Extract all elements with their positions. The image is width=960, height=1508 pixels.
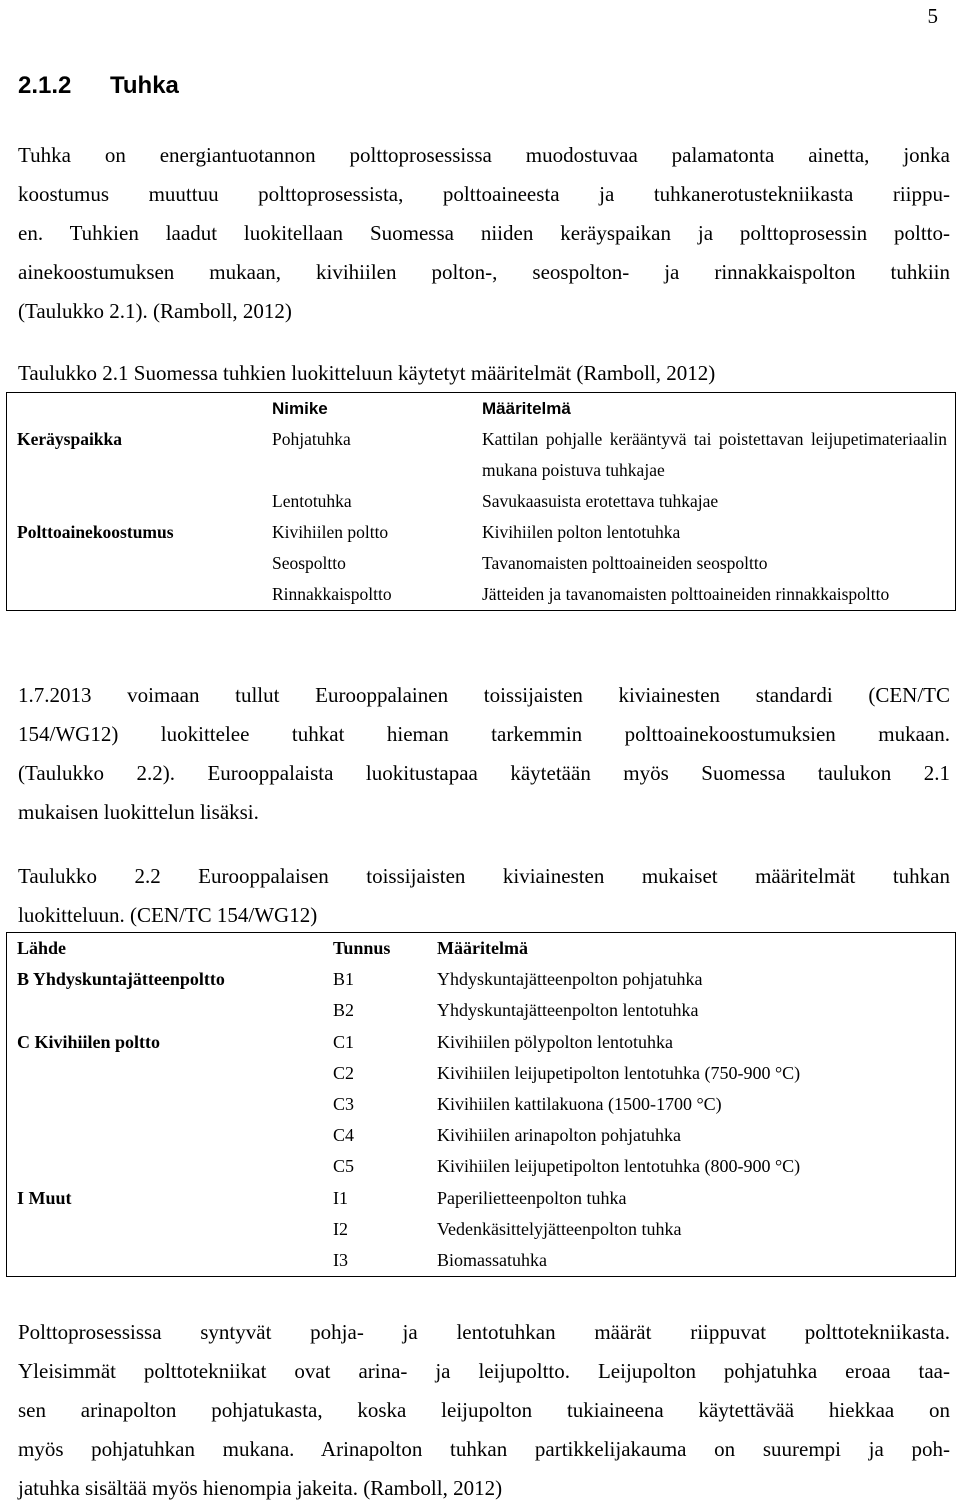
- text-line: jatuhka sisältää myös hienompia jakeita. (Ramboll, 2012): [18, 1476, 503, 1500]
- code-cell: I3: [333, 1250, 348, 1271]
- table-row: [7, 486, 956, 517]
- source-cell: I Muut: [17, 1187, 72, 1208]
- code-cell: C3: [333, 1094, 355, 1115]
- section-title: Tuhka: [110, 72, 179, 99]
- text-line: Taulukko 2.2 Eurooppalaisen toissijaisten kiviainesten mukaiset määritelmät tuhkan: [18, 864, 950, 888]
- table2-caption: [18, 857, 950, 935]
- text-line: Yleisimmät polttotekniikat ovat arina- ja leijupoltto. Leijupolton pohjatuhka eroaa taa-: [18, 1359, 950, 1383]
- source-cell: [7, 1245, 328, 1277]
- column-header: Lähde: [17, 938, 67, 958]
- source-cell: [7, 1058, 328, 1089]
- name-cell: Kivihiilen poltto: [272, 522, 389, 542]
- ash-classification-table: [6, 392, 956, 611]
- definition-cell: Jätteiden ja tavanomaisten polttoaineiden rinnakkaispoltto: [482, 584, 890, 604]
- definition-cell: Vedenkäsittelyjätteenpolton tuhka: [437, 1218, 682, 1239]
- text-line: Tuhka on energiantuotannon polttoprosessissa muodostuvaa palamatonta ainetta, jonka: [18, 143, 950, 167]
- definition-cell: Kivihiilen pölypolton lentotuhka: [437, 1031, 673, 1052]
- definition-cell: Kivihiilen polton lentotuhka: [482, 522, 681, 542]
- code-cell: B1: [333, 969, 355, 990]
- column-header: Nimike: [272, 399, 328, 418]
- code-cell: C2: [333, 1062, 355, 1083]
- name-cell: Rinnakkaispoltto: [272, 584, 392, 604]
- source-cell: [7, 1120, 328, 1151]
- column-header: Määritelmä: [482, 399, 571, 418]
- text-line: koostumus muuttuu polttoprosessista, polttoaineesta ja tuhkanerotustekniikasta riippu-: [18, 182, 950, 206]
- text-line: (Taulukko 2.1). (Ramboll, 2012): [18, 299, 292, 323]
- table-row: [7, 548, 956, 579]
- table-row: [7, 1151, 956, 1182]
- text-line: 1.7.2013 voimaan tullut Eurooppalainen toissijaisten kiviainesten standardi (CEN/TC: [18, 683, 950, 707]
- text-line: ainekoostumuksen mukaan, kivihiilen polton-, seospolton- ja rinnakkaispolton tuhkiin: [18, 260, 950, 284]
- category-cell: [7, 579, 268, 611]
- text-line: luokitteluun. (CEN/TC 154/WG12): [18, 903, 318, 927]
- definition-cell: Kivihiilen leijupetipolton lentotuhka (800-900 °C): [437, 1156, 801, 1177]
- name-cell: Lentotuhka: [272, 491, 352, 511]
- table-row: [7, 1214, 956, 1245]
- code-cell: C1: [333, 1031, 355, 1052]
- table-row: [7, 517, 956, 548]
- definition-cell: Kivihiilen arinapolton pohjatuhka: [437, 1125, 681, 1146]
- table-row: [7, 1027, 956, 1058]
- table-row: [7, 964, 956, 995]
- paragraph-combustion: [18, 1313, 950, 1508]
- code-cell: C5: [333, 1156, 355, 1177]
- paragraph-intro: [18, 136, 950, 331]
- table-row: [7, 995, 956, 1026]
- text-line: mukaisen luokittelun lisäksi.: [18, 800, 259, 824]
- table-row: [7, 1058, 956, 1089]
- text-line: myös pohjatuhkan mukana. Arinapolton tuhkan partikkelijakauma on suurempi ja poh-: [18, 1437, 950, 1461]
- table-row: [7, 579, 956, 611]
- text-line: 154/WG12) luokittelee tuhkat hieman tarkemmin polttoainekoostumuksien mukaan.: [18, 722, 950, 746]
- section-heading: [18, 72, 179, 100]
- text-line: sen arinapolton pohjatukasta, koska leijupolton tukiaineena käytettävää hiekkaa on: [18, 1398, 950, 1422]
- source-cell: [7, 1151, 328, 1182]
- column-header: Tunnus: [333, 938, 391, 958]
- definition-cell: Kivihiilen kattilakuona (1500-1700 °C): [437, 1094, 722, 1115]
- page-number: 5: [927, 4, 938, 28]
- category-cell: Keräyspaikka: [17, 429, 123, 449]
- european-ash-table: [6, 932, 956, 1277]
- code-cell: B2: [333, 1000, 355, 1021]
- text-line: en. Tuhkien laadut luokitellaan Suomessa niiden keräyspaikan ja polttoprosessin poltto-: [18, 221, 950, 245]
- definition-cell: Kivihiilen leijupetipolton lentotuhka (750-900 °C): [437, 1062, 801, 1083]
- name-cell: Seospoltto: [272, 553, 346, 573]
- table-row: [7, 1183, 956, 1214]
- definition-cell: Paperilietteenpolton tuhka: [437, 1187, 627, 1208]
- table1-caption: Taulukko 2.1 Suomessa tuhkien luokitteluun käytetyt määritelmät (Ramboll, 2012): [18, 361, 716, 385]
- source-cell: [7, 995, 328, 1026]
- definition-cell: Yhdyskuntajätteenpolton lentotuhka: [437, 1000, 699, 1021]
- name-cell: Pohjatuhka: [272, 429, 351, 449]
- source-cell: [7, 1214, 328, 1245]
- table-row: [7, 1120, 956, 1151]
- code-cell: C4: [333, 1125, 355, 1146]
- definition-cell: Yhdyskuntajätteenpolton pohjatuhka: [437, 969, 703, 990]
- source-cell: [7, 1089, 328, 1120]
- category-cell: Polttoainekoostumus: [17, 522, 174, 542]
- definition-cell: Tavanomaisten polttoaineiden seospoltto: [482, 553, 768, 573]
- column-header: Määritelmä: [437, 938, 528, 958]
- definition-cell: Biomassatuhka: [437, 1250, 547, 1271]
- paragraph-standard: [18, 676, 950, 832]
- table-row: [7, 424, 956, 486]
- table-header-row: [7, 933, 956, 965]
- category-cell: [7, 548, 268, 579]
- table-header-row: [7, 393, 956, 425]
- code-cell: I1: [333, 1187, 348, 1208]
- table-row: [7, 1089, 956, 1120]
- text-line: Polttoprosessissa syntyvät pohja- ja lentotuhkan määrät riippuvat polttotekniikasta.: [18, 1320, 950, 1344]
- source-cell: C Kivihiilen poltto: [17, 1031, 161, 1052]
- table-row: [7, 1245, 956, 1277]
- section-number: 2.1.2: [18, 72, 72, 99]
- definition-cell: Kattilan pohjalle kerääntyvä tai poistettavan leijupetimateriaalin mukana poistuva tuhkajae: [482, 429, 947, 480]
- text-line: (Taulukko 2.2). Eurooppalaista luokitustapaa käytetään myös Suomessa taulukon 2.1: [18, 761, 950, 785]
- category-cell: [7, 486, 268, 517]
- definition-cell: Savukaasuista erotettava tuhkajae: [482, 491, 719, 511]
- source-cell: B Yhdyskuntajätteenpoltto: [17, 969, 225, 990]
- code-cell: I2: [333, 1218, 348, 1239]
- column-header: [7, 393, 268, 425]
